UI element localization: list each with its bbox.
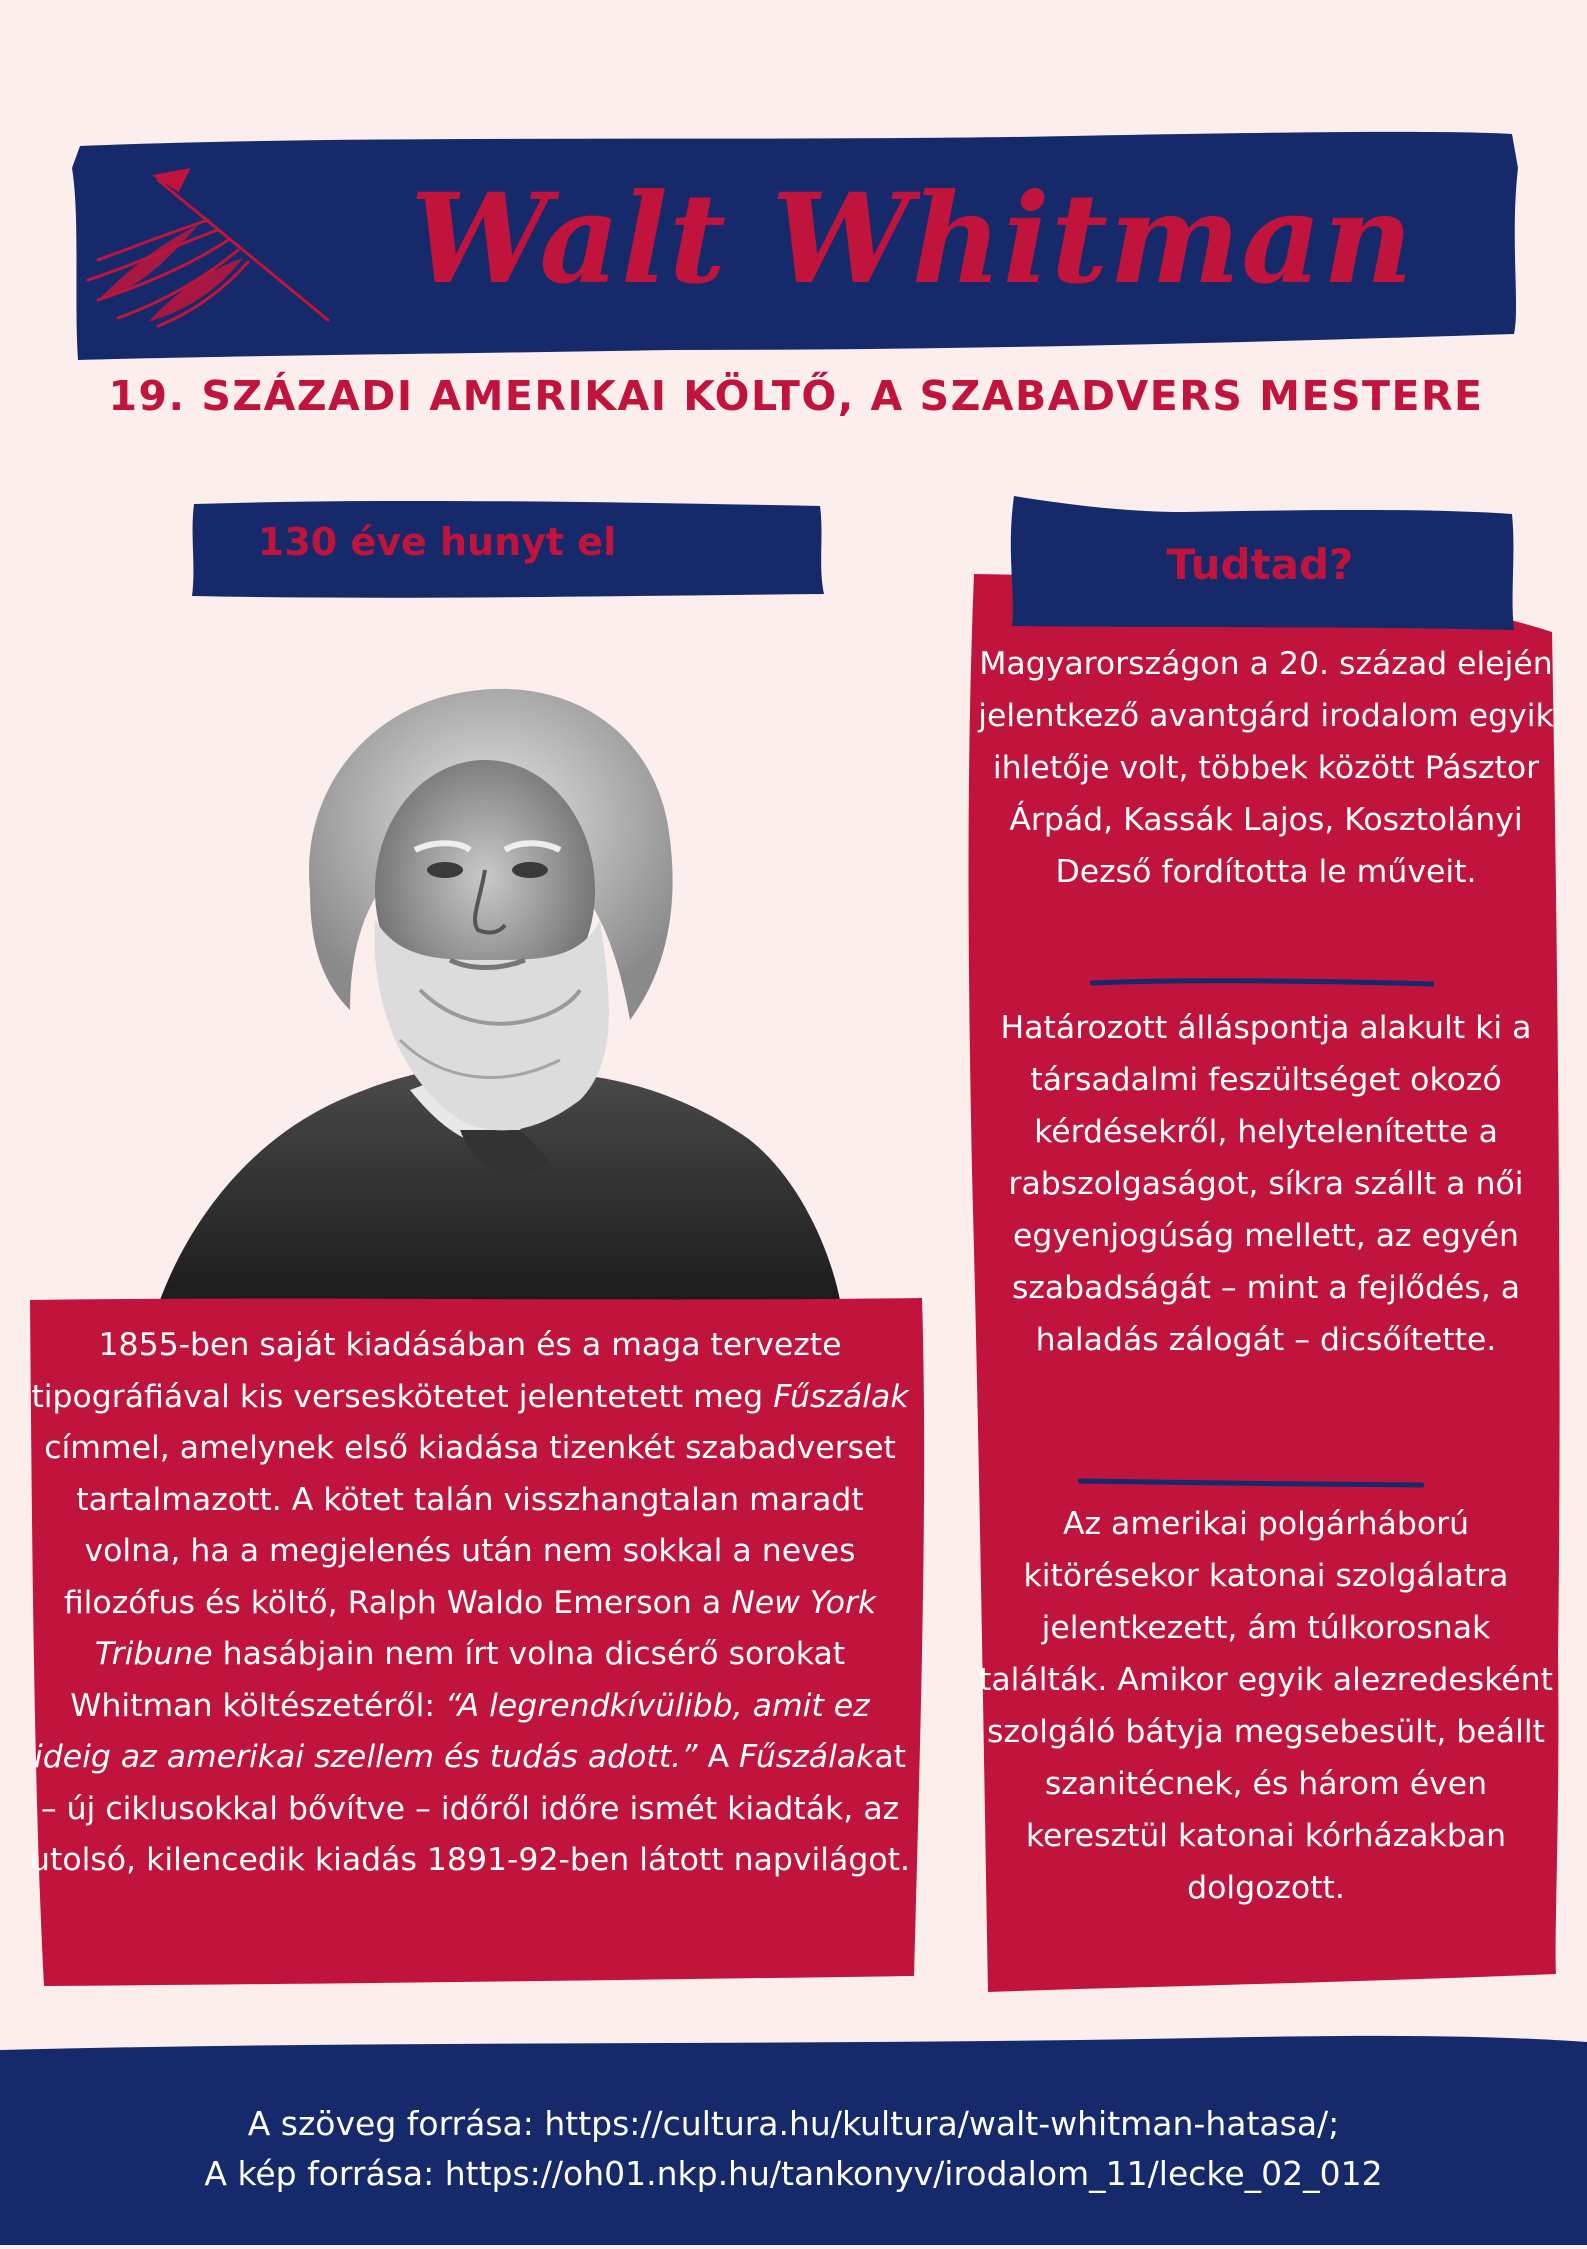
divider-line: [1090, 974, 1434, 988]
quill-icon: [78, 150, 348, 330]
page-subtitle: 19. SZÁZADI AMERIKAI KÖLTŐ, A SZABADVERS MESTERE: [108, 372, 1484, 420]
right-paragraph-1: Magyarországon a 20. század elején jelentkező avantgárd irodalom egyik ihletője volt, többek között Pásztor Árpád, Kassák Lajos, Kosztolányi Dezső fordította le műveit.: [978, 646, 1554, 890]
right-paragraph-3: Az amerikai polgárháború kitörésekor katonai szolgálatra jelentkezett, ám túlkorosnak találták. Amikor egyik alezredesként szolgáló bátyja megsebesült, beállt szanitécnek, és három éven keresztül katonai kórházakban dolgozott.: [979, 1506, 1553, 1906]
right-paragraph-2: Határozott álláspontja alakult ki a társadalmi feszültséget okozó kérdésekről, helytelenítette a rabszolgaságot, síkra szállt a női egyenjogúság mellett, az egyén szabadságát – mint a fejlődés, a haladás zálogát – dicsőítette.: [1000, 1010, 1532, 1358]
footer-image-source: A kép forrása: https://oh01.nkp.hu/tankonyv/irodalom_11/lecke_02_012: [204, 2154, 1383, 2193]
left-paragraph: 1855-ben saját kiadásában és a maga tervezte tipográfiával kis verseskötetet jelentetett meg Fűszálak címmel, amelynek első kiadása tizenkét szabadverset tartalmazott. A kötet talán visszhangtalan maradt volna, ha a megjelenés után nem sokkal a neves filozófus és költő, Ralph Waldo Emerson a New York Tribune hasábjain nem írt volna dicsérő sorokat Whitman költészetéről: “A legrendkívülibb, amit ez ideig az amerikai szellem és tudás adott.” A Fűszálakat – új ciklusokkal bővítve – időről időre ismét kiadták, az utolsó, kilencedik kiadás 1891-92-ben látott napvilágot.: [30, 1327, 910, 1878]
page-title: Walt Whitman: [410, 167, 1414, 312]
right-header-label: Tudtad?: [1166, 540, 1354, 589]
portrait-image: [160, 660, 840, 1300]
footer-text-source: A szöveg forrása: https://cultura.hu/kultura/walt-whitman-hatasa/;: [247, 2104, 1340, 2143]
divider-line: [1078, 1474, 1424, 1488]
left-header-label: 130 éve hunyt el: [257, 520, 617, 564]
